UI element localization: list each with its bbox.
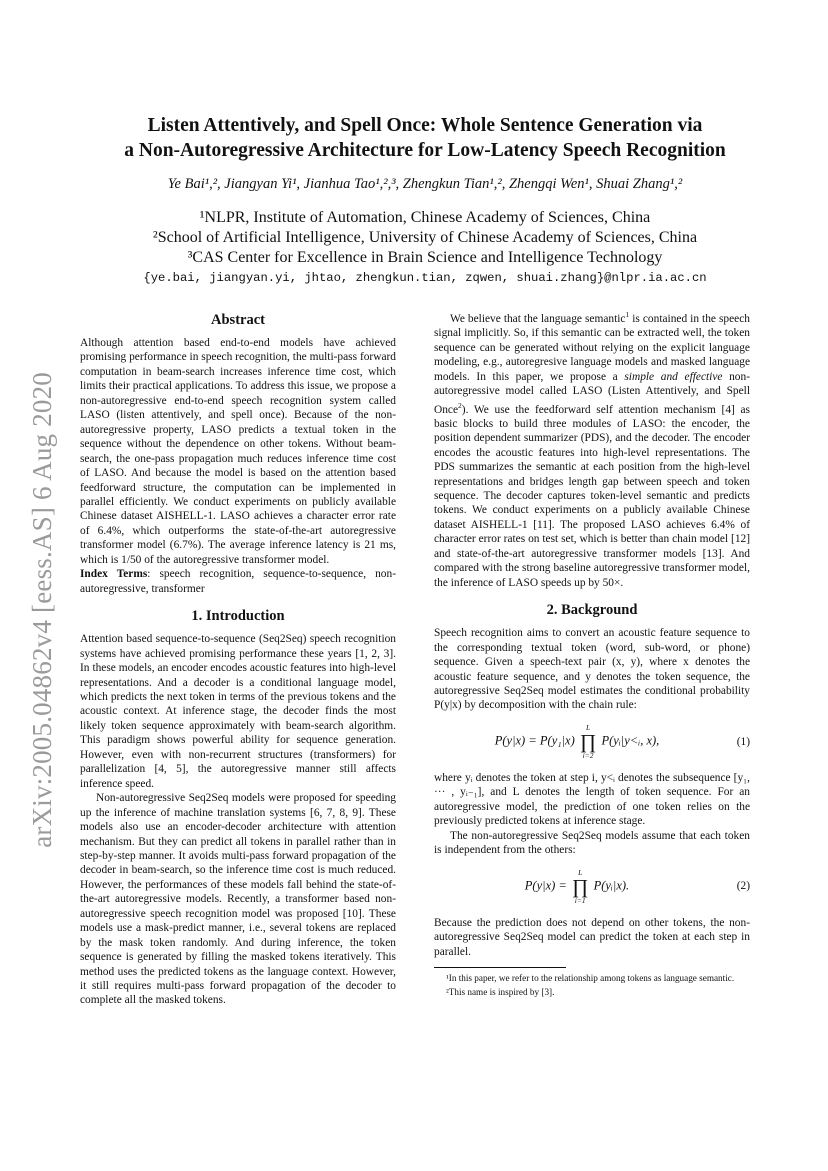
equation-2-number: (2) [736, 880, 750, 893]
background-heading: 2. Background [546, 602, 638, 619]
p3-emphasis: simple and effective [624, 370, 723, 383]
title-line-1: Listen Attentively, and Spell Once: Whole Sentence Generation via [147, 115, 703, 136]
footnote-2: ²This name is inspired by [3]. [446, 987, 555, 997]
p3-part-b: is contained in the speech signal implicitly. So, if this semantic can be extracted well, the token sequence can be generated without relying on the explicit language modeling, e.g., autoregresive language models and masked language models. In this paper, we propose a [434, 312, 750, 383]
intro-paragraph-3 [434, 308, 750, 590]
p3-part-d: ). We use the feedforward self attention mechanism [4] as basic blocks to build three modules of LASO: the encoder, the position dependent summarizer (PDS), and the decoder. The encoder encodes the acoustic features into high-level representations. The PDS summarizes the semantic at each position from the high-level representations and bridges length gap between speech and token sequence. The decoder captures token-level semantic and predicts tokens. We conduct experiments on a publicly available Chinese dataset AISHELL-1 [11]. The proposed LASO achieves 6.4% of character error rates on test set, which is better than chain model [12] and state-of-the-art autoregressive transformer models [13]. And compared with the strong baseline autoregressive transformer model, the inference of LASO speeds up by 50×. [434, 403, 750, 589]
authors: Ye Bai¹,², Jiangyan Yi¹, Jianhua Tao¹,²,³, Zhengkun Tian¹,², Zhengqi Wen¹, Shuai Zhang¹,² [167, 176, 683, 192]
equation-1 [434, 721, 750, 763]
product-1-lower: i=2 [582, 750, 594, 760]
paper-title [80, 113, 770, 163]
equation-1-body [434, 724, 720, 759]
equation-2-lhs: P(y|x) = [524, 878, 567, 893]
title-line-2: a Non-Autoregressive Architecture for Low-Latency Speech Recognition [124, 140, 726, 161]
left-column [80, 308, 396, 1008]
equation-2-rhs: P(yᵢ|x). [593, 878, 630, 893]
footnote-ref-2: 2 [458, 400, 462, 410]
footnote-ref-1: 1 [625, 310, 630, 319]
index-terms-label: Index Terms [80, 568, 148, 581]
equation-1-rhs: P(yᵢ|y<ᵢ, x), [601, 733, 660, 748]
equation-1-number: (1) [736, 735, 750, 748]
intro-paragraph-1: Attention based sequence-to-sequence (Seq2Seq) speech recognition systems have achieved promising performance these years [1, 2, 3]. In these models, an encoder encodes acoustic features into high-level representations. And a decoder is a conditional language model, which predicts the next token in terms of the previous tokens and the acoustic context. At inference stage, the decoder finds the most likely token sequence approximately with beam-search algorithm. This paradigm shows powerful ability for sequence generation. However, even with non-recurrent structures (transformers) for parallelization [4, 5], the autoregressive manner still affects inference speed. [80, 633, 396, 790]
equation-2-body [434, 869, 720, 904]
arxiv-stamp [18, 350, 66, 870]
index-terms-text: : speech recognition, sequence-to-sequence, non-autoregressive, transformer [80, 568, 396, 595]
background-paragraph-3: The non-autoregressive Seq2Seq models assume that each token is independent from the others: [434, 829, 750, 857]
product-2-upper: L [578, 868, 583, 878]
intro-heading: 1. Introduction [191, 608, 285, 625]
product-2-lower: i=1 [574, 895, 586, 905]
arxiv-stamp-text: arXiv:2005.04862v4 [eess.AS] 6 Aug 2020 [26, 372, 57, 848]
author-emails: {ye.bai, jiangyan.yi, jhtao, zhengkun.tian, zqwen, shuai.zhang}@nlpr.ia.ac.cn [143, 271, 707, 285]
abstract-heading: Abstract [211, 312, 265, 328]
background-paragraph-4: Because the prediction does not depend on other tokens, the non-autoregressive Seq2Seq model can predict the token at each step in parallel. [434, 916, 750, 958]
affiliation-1: ¹NLPR, Institute of Automation, Chinese Academy of Sciences, China [199, 209, 651, 226]
right-column [434, 308, 750, 1000]
intro-paragraph-2: Non-autoregressive Seq2Seq models were proposed for speeding up the inference of machine translation systems [6, 7, 8, 9]. These models also use an encoder-decoder architecture with attention mechanism. But they can predict all tokens in parallel rather than in step-by-step manner. It avoids multi-pass forward propagation of the decoder in beam-search, so the inference time cost is much reduced. However, the performances of these models fall behind the state-of-the-art autoregressive models. Recently, a transformer based non-autoregressive speech recognition model was proposed [10]. These models use a mask-predict manner, i.e., several tokens are replaced by the mask token randomly. And during inference, the token sequence is generated by filling the masked tokens iteratively. This method uses the predicted tokens as the language context. However, it still requires multi-pass forward propagation of the decoder to complete all the masked tokens. [80, 792, 396, 1007]
p3-part-a: We believe that the language semantic [450, 312, 626, 325]
product-symbol-1: L ∏ i=2 [579, 723, 597, 760]
background-paragraph-2: where yᵢ denotes the token at step i, y<ᵢ denotes the subsequence [y₁, ··· , yᵢ₋₁], and L denotes the length of token sequence. For an autoregressive model, the prediction of one token relies on the previously predicted tokens at inference stage. [434, 771, 750, 828]
affiliation-2: ²School of Artificial Intelligence, University of Chinese Academy of Sciences, China [152, 229, 698, 246]
footnote-divider [434, 967, 566, 968]
affiliations [80, 208, 770, 268]
equation-1-lhs: P(y|x) = P(y₁|x) [494, 733, 575, 748]
index-terms [80, 567, 396, 596]
product-symbol-2: L ∏ i=1 [571, 868, 589, 905]
equation-2 [434, 866, 750, 908]
background-paragraph-1: Speech recognition aims to convert an acoustic feature sequence to the corresponding textual token (word, sub-word, or phone) sequence. Given a speech-text pair (x, y), where x denotes the acoustic feature sequence, and y denotes the token sequence, the autoregressive Seq2Seq model estimates the conditional probability P(y|x) by decomposition with the chain rule: [434, 627, 750, 712]
abstract-text: Although attention based end-to-end models have achieved promising performance in speech recognition, the multi-pass forward computation in beam-search increases inference time cost, which limits their practical applications. To address this issue, we propose a non-autoregressive end-to-end speech recognition system called LASO (listen attentively, and spell once). Because of the non-autoregressive property, LASO predicts a textual token in the sequence without the dependence on other tokens. Without beam-search, the one-pass propagation much reduces inference time cost of LASO. And because the model is based on the attention based feedforward structure, the computation can be implemented in parallel efficiently. We conduct experiments on publicly available Chinese dataset AISHELL-1. LASO achieves a character error rate of 6.4%, which outperforms the state-of-the-art autoregressive transformer model (6.7%). The average inference latency is 21 ms, which is 1/50 of the autoregressive transformer model. [80, 337, 396, 566]
footnote-1: ¹In this paper, we refer to the relationship among tokens as language semantic. [446, 973, 735, 983]
product-1-upper: L [586, 723, 591, 733]
p3-part-c: non-autoregressive model called LASO (Listen Attentively, and Spell Once [434, 370, 750, 416]
affiliation-3: ³CAS Center for Excellence in Brain Science and Intelligence Technology [187, 249, 663, 266]
